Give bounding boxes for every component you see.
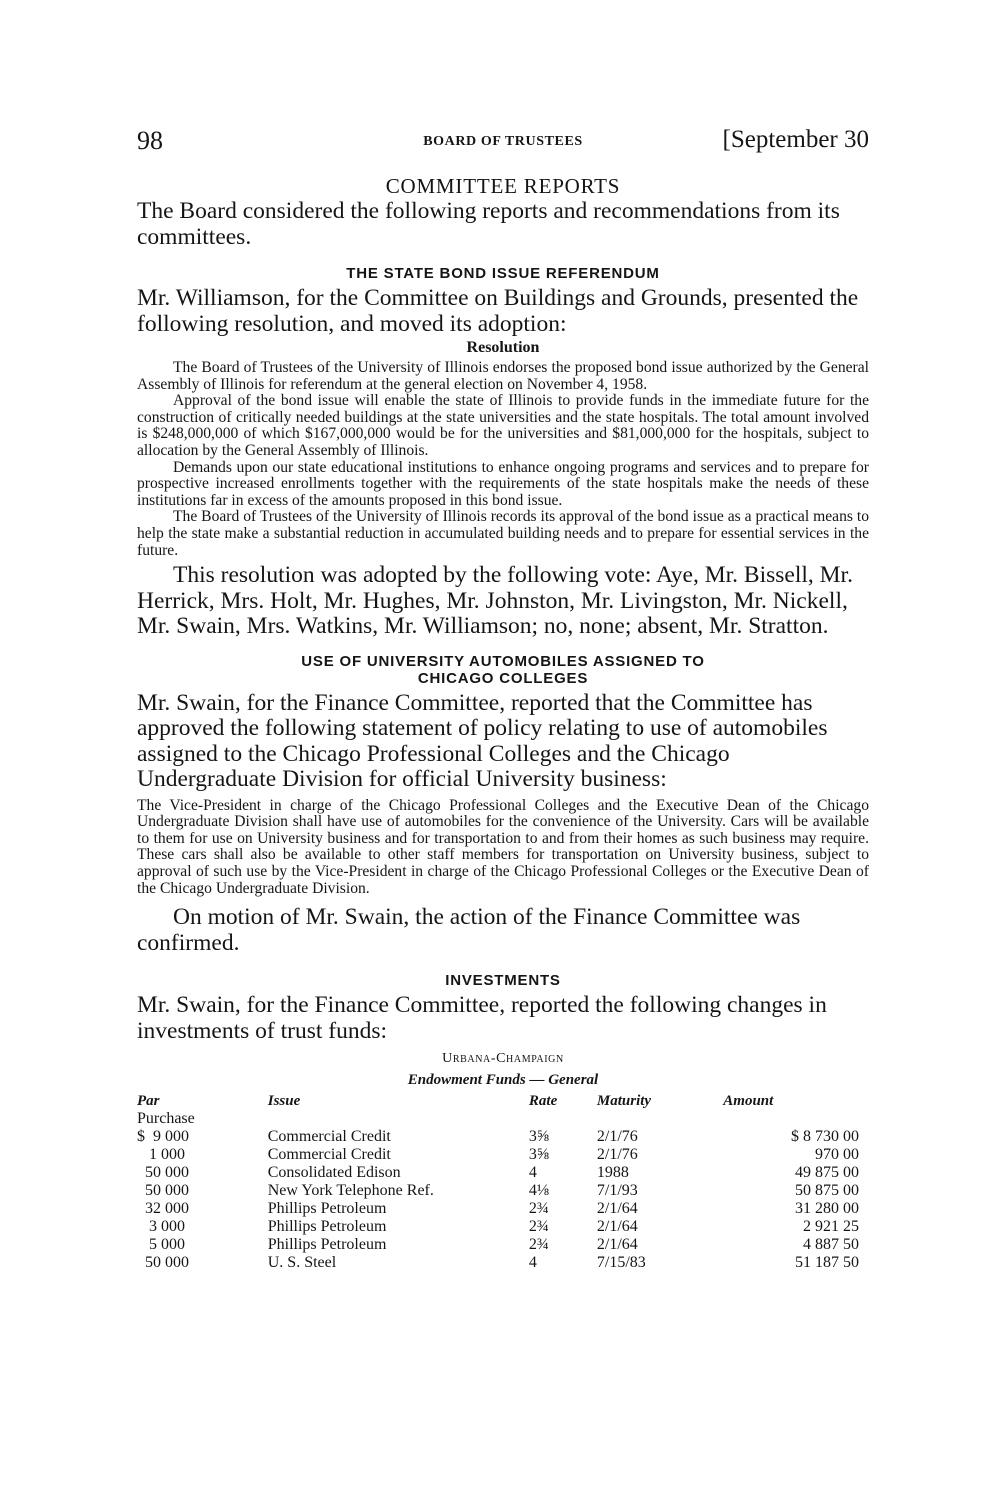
header-date: [September 30 xyxy=(722,126,869,153)
automobiles-intro: Mr. Swain, for the Finance Committee, reported that the Committee has approved the following statement of policy relating to use of automobiles assigned to the Chicago Professional Colleges and the Chicago Undergraduate Division for official University business: xyxy=(137,689,828,793)
cell-maturity: 2/1/64 xyxy=(596,1200,638,1218)
page-number: 98 xyxy=(137,126,163,155)
cell-issue: Consolidated Edison xyxy=(267,1164,401,1182)
investments-heading: INVESTMENTS xyxy=(445,972,561,990)
cell-maturity: 2/1/76 xyxy=(596,1128,638,1146)
cell-rate: 4⅛ xyxy=(528,1182,549,1200)
section-title: COMMITTEE REPORTS xyxy=(385,174,621,198)
table-row xyxy=(137,1200,867,1218)
resolution-paragraph: Approval of the bond issue will enable the state of Illinois to provide funds in the immediate future for the construction of critically needed buildings at the state universities and the state hospitals. The total amount involved is $248,000,000 of which $167,000,000 would be for the universities and $81,000,000 for the hospitals, subject to allocation by the General Assembly of Illinois. xyxy=(137,392,869,459)
cell-issue: Commercial Credit xyxy=(267,1146,391,1164)
cell-rate: 3⅝ xyxy=(528,1146,549,1164)
cell-amount: 50 875 00 xyxy=(795,1182,859,1200)
cell-issue: Phillips Petroleum xyxy=(267,1236,387,1254)
cell-amount: 31 280 00 xyxy=(795,1200,859,1218)
table-row xyxy=(137,1146,867,1164)
cell-par: 50 000 xyxy=(137,1164,189,1182)
table-row xyxy=(137,1164,867,1182)
col-header-issue: Issue xyxy=(267,1093,301,1110)
cell-rate: 2¾ xyxy=(528,1218,549,1236)
col-header-par: Par xyxy=(137,1093,160,1110)
cell-par: 50 000 xyxy=(137,1254,189,1272)
col-header-rate: Rate xyxy=(528,1093,558,1110)
table-row xyxy=(137,1128,867,1146)
document-page xyxy=(137,126,869,1272)
bond-heading: THE STATE BOND ISSUE REFERENDUM xyxy=(346,265,660,282)
cell-rate: 4 xyxy=(528,1254,537,1272)
cell-rate: 2¾ xyxy=(528,1200,549,1218)
bond-intro: Mr. Williamson, for the Committee on Buildings and Grounds, presented the following resolution, and moved its adoption: xyxy=(137,285,859,337)
cell-issue: New York Telephone Ref. xyxy=(267,1182,434,1200)
motion-paragraph: On motion of Mr. Swain, the action of the Finance Committee was confirmed. xyxy=(137,904,801,956)
table-row xyxy=(137,1254,867,1272)
cell-issue: Commercial Credit xyxy=(267,1128,391,1146)
cell-amount: 51 187 50 xyxy=(795,1254,859,1272)
cell-amount: 49 875 00 xyxy=(795,1164,859,1182)
fund-caption: Endowment Funds — General xyxy=(407,1072,599,1089)
running-head: BOARD OF TRUSTEES xyxy=(423,134,583,149)
automobiles-heading xyxy=(137,653,869,687)
cell-amount: $ 8 730 00 xyxy=(791,1128,859,1146)
cell-maturity: 2/1/76 xyxy=(596,1146,638,1164)
automobiles-heading-line: USE OF UNIVERSITY AUTOMOBILES ASSIGNED TO xyxy=(301,652,705,670)
col-header-maturity: Maturity xyxy=(596,1093,652,1110)
resolution-paragraph: The Board of Trustees of the University of Illinois endorses the proposed bond issue authorized by the General Assembly of Illinois for referendum at the general election on November 4, 1958. xyxy=(137,359,869,393)
table-row xyxy=(137,1236,867,1254)
cell-par: $ 9 000 xyxy=(137,1128,189,1146)
resolution-paragraph: Demands upon our state educational institutions to enhance ongoing programs and services and to prepare for prospective increased enrollments together with the requirements of the state hospitals make the needs of these institutions far in excess of the amounts proposed in this bond issue. xyxy=(137,458,869,509)
automobiles-policy: The Vice-President in charge of the Chicago Professional Colleges and the Executive Dean of the Chicago Undergraduate Division shall have use of automobiles for the convenience of the University. Cars will be available to them for use on University business and for transportation to and from their homes as such business may require. These cars shall also be available to other staff members for transportation on University business, subject to approval of such use by the Vice-President in charge of the Chicago Professional Colleges or the Executive Dean of the Chicago Undergraduate Division. xyxy=(137,796,869,897)
resolution-paragraph: The Board of Trustees of the University of Illinois records its approval of the bond issue as a practical means to help the state make a substantial reduction in accumulated building needs and to prepare for essential services in the future. xyxy=(137,508,869,559)
cell-rate: 4 xyxy=(528,1164,537,1182)
cell-maturity: 1988 xyxy=(596,1164,629,1182)
table-row xyxy=(137,1218,867,1236)
investments-intro: Mr. Swain, for the Finance Committee, reported the following changes in investments of trust funds: xyxy=(137,992,827,1044)
investments-table xyxy=(137,1092,867,1272)
cell-issue: Phillips Petroleum xyxy=(267,1218,387,1236)
cell-par: 5 000 xyxy=(137,1236,185,1254)
resolution-label: Resolution xyxy=(466,339,540,356)
page-header xyxy=(137,126,869,156)
campus-caption: Urbana-Champaign xyxy=(442,1051,564,1067)
cell-maturity: 7/15/83 xyxy=(596,1254,646,1272)
col-header-amount: Amount xyxy=(723,1093,774,1110)
cell-amount: 970 00 xyxy=(815,1146,859,1164)
cell-amount: 4 887 50 xyxy=(803,1236,859,1254)
cell-par: 1 000 xyxy=(137,1146,185,1164)
cell-par: 32 000 xyxy=(137,1200,189,1218)
cell-maturity: 2/1/64 xyxy=(596,1218,638,1236)
vote-paragraph: This resolution was adopted by the following vote: Aye, Mr. Bissell, Mr. Herrick, Mrs. Holt, Mr. Hughes, Mr. Johnston, Mr. Livingston, Mr. Nickell, Mr. Swain, Mrs. Watkins, Mr. Williamson; no, none; absent, Mr. Stratton. xyxy=(137,562,853,640)
cell-issue: Phillips Petroleum xyxy=(267,1200,387,1218)
table-subheading-row xyxy=(137,1110,867,1128)
cell-par: 3 000 xyxy=(137,1218,185,1236)
table-row xyxy=(137,1182,867,1200)
cell-rate: 3⅝ xyxy=(528,1128,549,1146)
purchase-subheading: Purchase xyxy=(137,1110,195,1128)
cell-par: 50 000 xyxy=(137,1182,189,1200)
table-header-row xyxy=(137,1092,867,1110)
cell-maturity: 7/1/93 xyxy=(596,1182,638,1200)
cell-rate: 2¾ xyxy=(528,1236,549,1254)
cell-maturity: 2/1/64 xyxy=(596,1236,638,1254)
automobiles-heading-line: CHICAGO COLLEGES xyxy=(417,669,589,687)
committee-intro: The Board considered the following reports and recommendations from its committees. xyxy=(137,198,840,250)
cell-issue: U. S. Steel xyxy=(267,1254,337,1272)
cell-amount: 2 921 25 xyxy=(803,1218,859,1236)
